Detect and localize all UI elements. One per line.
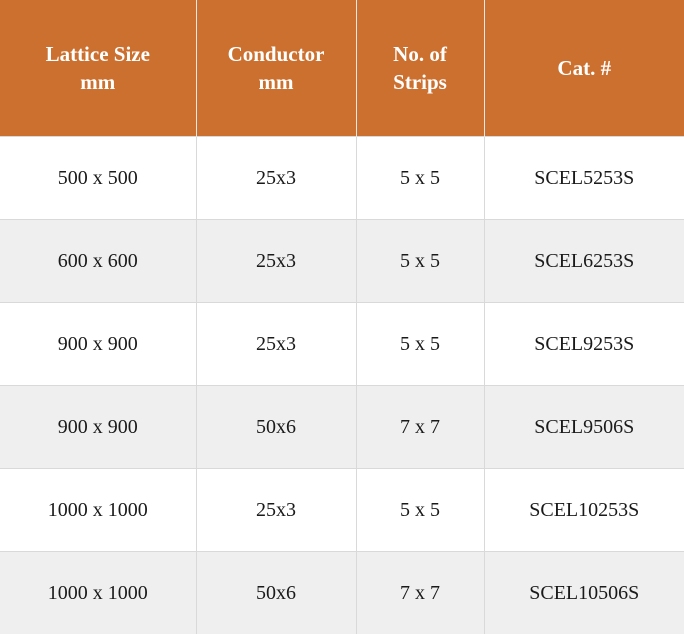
cell-conductor: 50x6 <box>196 386 356 469</box>
cell-lattice-size: 900 x 900 <box>0 386 196 469</box>
column-header-conductor-line2: mm <box>203 68 350 96</box>
cell-conductor: 50x6 <box>196 552 356 634</box>
cell-cat-no: SCEL10506S <box>484 552 684 634</box>
column-header-lattice-size-line2: mm <box>6 68 190 96</box>
cell-strips: 5 x 5 <box>356 303 484 386</box>
cell-strips: 5 x 5 <box>356 220 484 303</box>
column-header-no-of-strips-line2: Strips <box>363 68 478 96</box>
cell-cat-no: SCEL9253S <box>484 303 684 386</box>
cell-cat-no: SCEL10253S <box>484 469 684 552</box>
column-header-cat-no <box>484 0 684 137</box>
cell-conductor: 25x3 <box>196 137 356 220</box>
column-header-no-of-strips-line1: No. of <box>363 40 478 68</box>
cell-conductor: 25x3 <box>196 220 356 303</box>
table-row <box>0 303 684 386</box>
table-row <box>0 552 684 634</box>
column-header-no-of-strips <box>356 0 484 137</box>
column-header-cat-no-line1: Cat. # <box>491 54 679 82</box>
cell-lattice-size: 1000 x 1000 <box>0 469 196 552</box>
table-row <box>0 137 684 220</box>
table-row <box>0 220 684 303</box>
cell-cat-no: SCEL5253S <box>484 137 684 220</box>
cell-strips: 5 x 5 <box>356 469 484 552</box>
table-header <box>0 0 684 137</box>
cell-lattice-size: 900 x 900 <box>0 303 196 386</box>
cell-cat-no: SCEL9506S <box>484 386 684 469</box>
cell-conductor: 25x3 <box>196 303 356 386</box>
table-row <box>0 386 684 469</box>
column-header-conductor-line1: Conductor <box>203 40 350 68</box>
column-header-lattice-size-line1: Lattice Size <box>6 40 190 68</box>
cell-conductor: 25x3 <box>196 469 356 552</box>
header-row <box>0 0 684 137</box>
column-header-lattice-size <box>0 0 196 137</box>
cell-cat-no: SCEL6253S <box>484 220 684 303</box>
cell-lattice-size: 1000 x 1000 <box>0 552 196 634</box>
cell-strips: 5 x 5 <box>356 137 484 220</box>
cell-strips: 7 x 7 <box>356 386 484 469</box>
table-body <box>0 137 684 634</box>
table-row <box>0 469 684 552</box>
cell-lattice-size: 500 x 500 <box>0 137 196 220</box>
cell-lattice-size: 600 x 600 <box>0 220 196 303</box>
cell-strips: 7 x 7 <box>356 552 484 634</box>
column-header-conductor <box>196 0 356 137</box>
